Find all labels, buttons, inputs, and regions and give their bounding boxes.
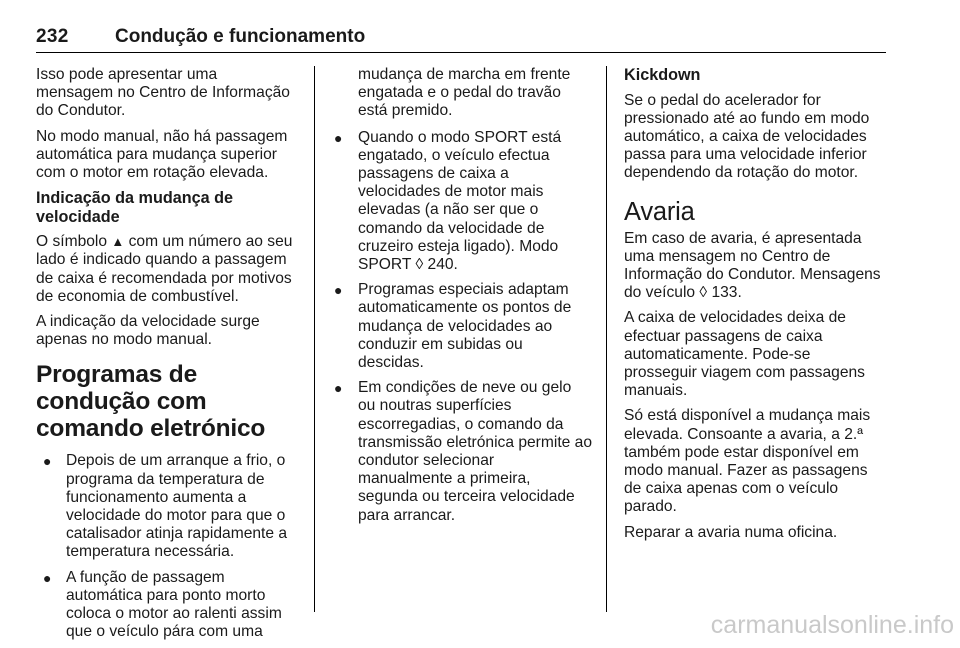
paragraph: Isso pode apresentar uma mensagem no Centro de Informação do Condutor.: [36, 66, 290, 120]
paragraph: No modo manual, não há passagem automática para mudança superior com o motor em rotação elevada.: [36, 127, 288, 182]
section-heading-programs: Programas de condução com comando eletrónico: [36, 361, 266, 443]
list-item: ● Em condições de neve ou gelo ou noutras superfícies escorregadias, o comando da transmissão eletrónica permite ao condutor selecionar manualmente a primeira, segunda ou terceira velocidade para arrancar.: [334, 379, 593, 524]
bullet-list: [330, 66, 592, 525]
upshift-arrow-icon: ▲: [111, 234, 125, 250]
list-item: ● Programas especiais adaptam automaticamente os pontos de mudança de velocidades ao conduzir em subidas ou descidas.: [334, 281, 572, 372]
paragraph: Em caso de avaria, é apresentada uma mensagem no Centro de Informação do Condutor. Mensagens do veículo ◊ 133.: [624, 229, 881, 302]
list-item: ● Quando o modo SPORT está engatado, o veículo efectua passagens de caixa a velocidades de motor mais elevadas (a não ser que o comando da velocidade de cruzeiro esteja ligado). Modo SPORT ◊ 240.: [334, 128, 562, 274]
column-divider: [606, 66, 607, 612]
section-heading-gear-indication: Indicação da mudança de velocidade: [36, 189, 234, 226]
paragraph: O símbolo ▲ com um número ao seu lado é indicado quando a passagem de caixa é recomendada por motivos de economia de combustível.: [36, 233, 293, 305]
bullet-icon: ●: [43, 569, 52, 586]
page-number: 232: [36, 26, 69, 47]
bullet-icon: ●: [334, 129, 343, 146]
section-heading-kickdown: Kickdown: [624, 66, 701, 84]
list-item-continued: mudança de marcha em frente engatada e o pedal do travão está premido.: [358, 66, 571, 120]
paragraph: Reparar a avaria numa oficina.: [624, 523, 838, 541]
page-header: [36, 26, 886, 53]
paragraph: Se o pedal do acelerador for pressionado até ao fundo em modo automático, a caixa de velocidades passa para uma velocidade inferior dependendo da rotação do motor.: [624, 91, 870, 182]
paragraph: Só está disponível a mudança mais elevada. Consoante a avaria, a 2.ª também pode estar disponível em modo manual. Fazer as passagens de caixa apenas com o veículo parado.: [624, 407, 871, 516]
column-2: [330, 66, 592, 532]
column-divider: [314, 66, 315, 612]
watermark: carmanualsonline.info: [710, 611, 954, 639]
paragraph: A caixa de velocidades deixa de efectuar passagens de caixa automaticamente. Pode-se prosseguir viagem com passagens manuais.: [624, 309, 865, 400]
paragraph: A indicação da velocidade surge apenas no modo manual.: [36, 313, 260, 349]
bullet-icon: ●: [334, 282, 343, 299]
bullet-list: [36, 452, 298, 641]
column-1: [36, 66, 298, 648]
running-title: Condução e funcionamento: [115, 26, 366, 47]
bullet-icon: ●: [43, 453, 52, 470]
bullet-icon: ●: [334, 380, 343, 397]
list-item: ● A função de passagem automática para ponto morto coloca o motor ao ralenti assim que o veículo pára com uma: [43, 568, 282, 641]
column-3: [624, 66, 886, 549]
list-item: ● Depois de um arranque a frio, o programa da temperatura de funcionamento aumenta a velocidade do motor para que o catalisador atinja rapidamente a temperatura necessária.: [43, 452, 288, 561]
section-heading-avaria: Avaria: [624, 197, 695, 226]
